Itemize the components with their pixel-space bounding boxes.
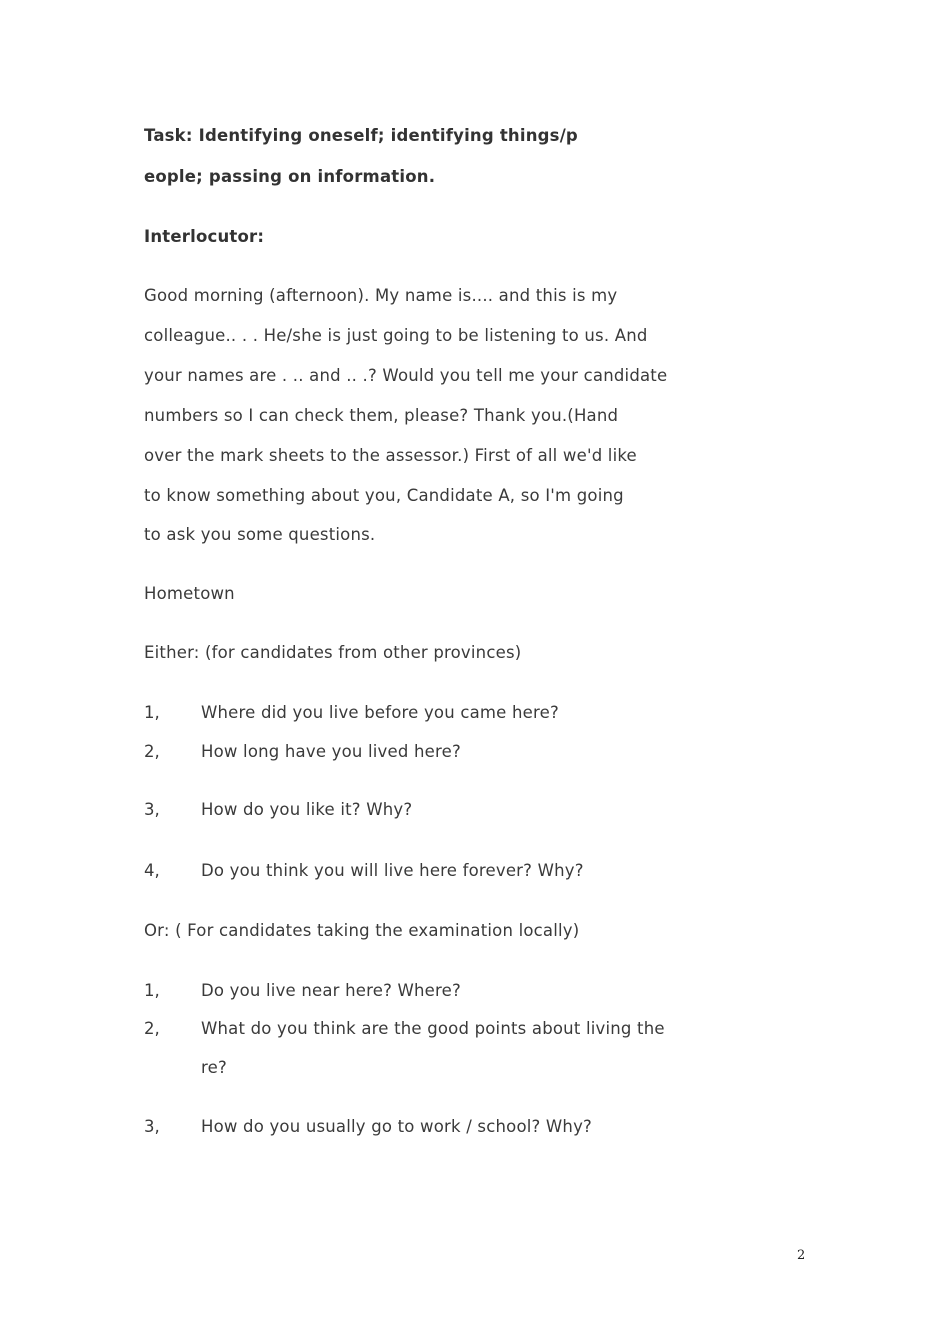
- question-text: Where did you live before you came here?: [201, 703, 559, 722]
- task-heading-line-2: eople; passing on information.: [144, 167, 436, 186]
- question-text: Do you think you will live here forever? Why?: [201, 861, 584, 880]
- question-number: 1,: [144, 703, 160, 722]
- intro-line: colleague.. . . He/she is just going to be listening to us. And: [144, 326, 648, 345]
- interlocutor-heading: Interlocutor:: [144, 227, 265, 246]
- question-number: 2,: [144, 1019, 160, 1038]
- page-number: 2: [797, 1248, 806, 1263]
- either-line: Either: (for candidates from other provinces): [144, 643, 522, 662]
- question-number: 3,: [144, 800, 160, 819]
- intro-line: over the mark sheets to the assessor.) First of all we'd like: [144, 446, 637, 465]
- section-title-hometown: Hometown: [144, 584, 235, 603]
- question-number: 2,: [144, 742, 160, 761]
- question-number: 4,: [144, 861, 160, 880]
- task-heading-line-1: Task: Identifying oneself; identifying things/p: [144, 126, 578, 145]
- question-text: How do you usually go to work / school? Why?: [201, 1117, 593, 1136]
- question-text: How long have you lived here?: [201, 742, 461, 761]
- question-text-continuation: re?: [201, 1058, 227, 1077]
- intro-line: to ask you some questions.: [144, 525, 376, 544]
- question-number: 1,: [144, 981, 160, 1000]
- question-text: Do you live near here? Where?: [201, 981, 461, 1000]
- intro-line: to know something about you, Candidate A, so I'm going: [144, 486, 624, 505]
- question-text: How do you like it? Why?: [201, 800, 413, 819]
- or-line: Or: ( For candidates taking the examination locally): [144, 921, 580, 940]
- question-text: What do you think are the good points about living the: [201, 1019, 665, 1038]
- question-number: 3,: [144, 1117, 160, 1136]
- intro-line: your names are . .. and .. .? Would you tell me your candidate: [144, 366, 668, 385]
- intro-line: Good morning (afternoon). My name is.... and this is my: [144, 286, 618, 305]
- intro-line: numbers so I can check them, please? Thank you.(Hand: [144, 406, 619, 425]
